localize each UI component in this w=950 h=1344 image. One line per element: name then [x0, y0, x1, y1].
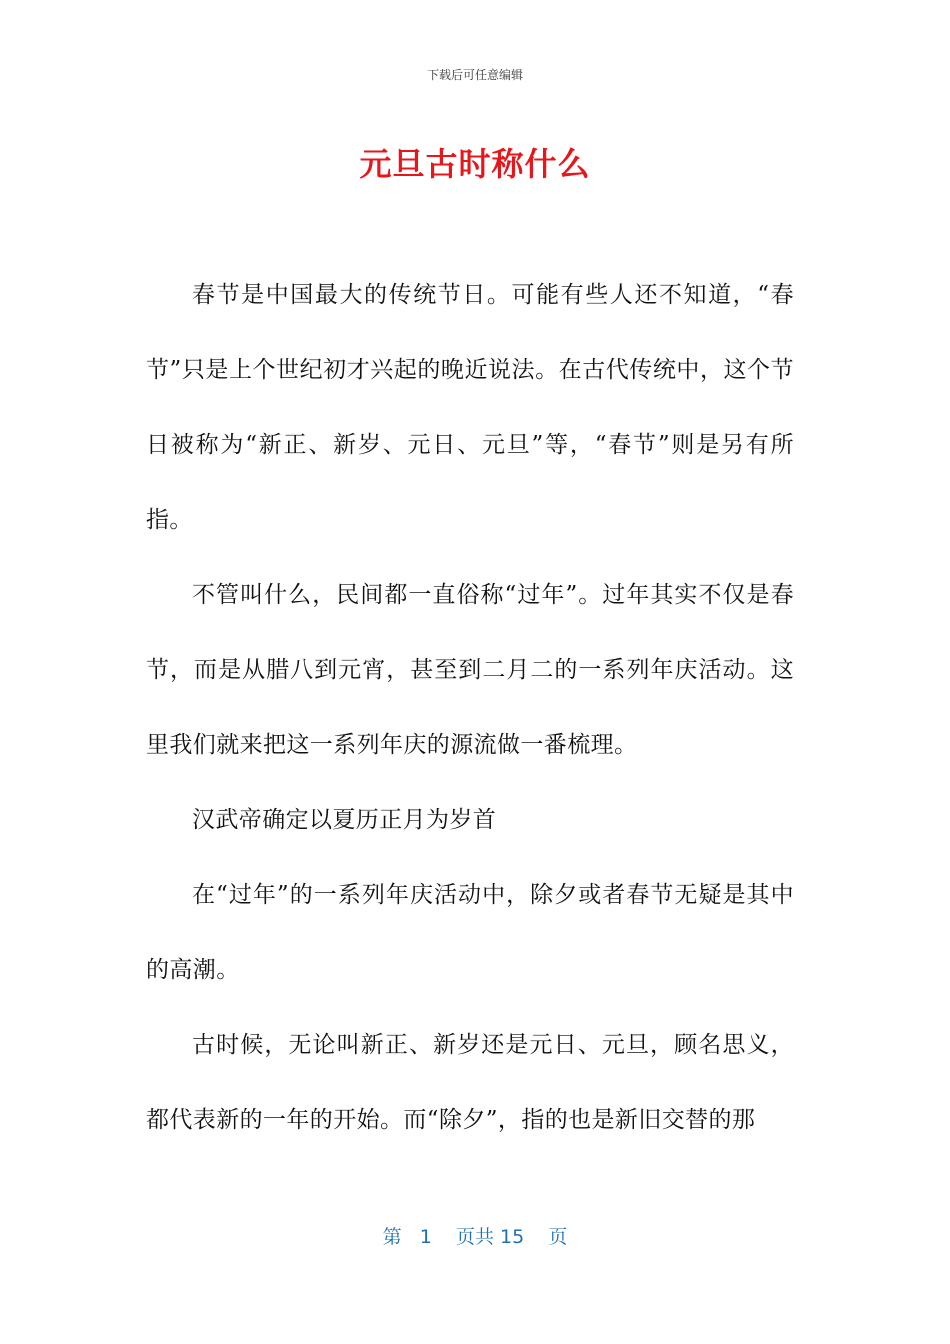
paragraph: 古时候，无论叫新正、新岁还是元日、元旦，顾名思义，都代表新的一年的开始。而“除夕”，指的也是新旧交替的那 — [146, 1032, 794, 1133]
footer-middle: 页共 — [455, 1226, 494, 1248]
document-body — [146, 258, 794, 1158]
header-note: 下载后可任意编辑 — [426, 68, 523, 82]
paragraph: 春节是中国最大的传统节日。可能有些人还不知道，“春节”只是上个世纪初才兴起的晚近说法。在古代传统中，这个节日被称为“新正、新岁、元日、元旦”等，“春节”则是另有所指。 — [146, 282, 794, 533]
footer-prefix: 第 — [382, 1226, 402, 1248]
page-header — [0, 66, 950, 84]
paragraph: 不管叫什么，民间都一直俗称“过年”。过年其实不仅是春节，而是从腊八到元宵，甚至到二月二的一系列年庆活动。这里我们就来把这一系列年庆的源流做一番梳理。 — [146, 582, 794, 758]
page-footer — [0, 1223, 950, 1251]
footer-total-pages: 15 — [500, 1226, 525, 1248]
section-heading: 汉武帝确定以夏历正月为岁首 — [192, 807, 497, 833]
footer-current-page: 1 — [419, 1226, 432, 1248]
footer-suffix: 页 — [548, 1226, 568, 1248]
document-title: 元旦古时称什么 — [359, 145, 591, 183]
paragraph: 在“过年”的一系列年庆活动中，除夕或者春节无疑是其中的高潮。 — [146, 882, 794, 983]
